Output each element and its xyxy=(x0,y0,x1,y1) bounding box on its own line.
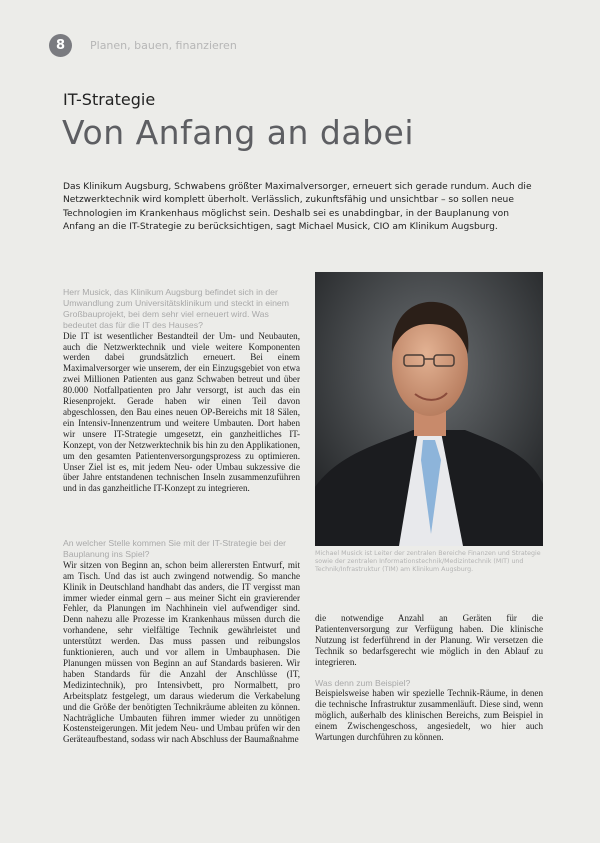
photo-caption: Michael Musick ist Leiter der zentralen Bereiche Finanzen und Strategie sowie der zentralen Informationstechnik/Medizintechnik (MIT) und Technik/Infrastruktur (TIM) am Klinikum Augsburg. xyxy=(315,550,541,574)
right-column xyxy=(315,613,543,743)
interview-answer: Beispielsweise haben wir spezielle Technik-Räume, in denen die technische Infrastruktur zusammenläuft. Diese sind, wenn möglich, außerhalb des klinischen Bereichs, zum Beispiel in einem Zwischengeschoss, angesiedelt, wo hier auch Wartungen durchführen zu können. xyxy=(315,688,543,743)
interview-question: An welcher Stelle kommen Sie mit der IT-Strategie bei der Bauplanung ins Spiel? xyxy=(63,538,287,559)
interview-question: Was denn zum Beispiel? xyxy=(315,677,411,688)
section-title: Planen, bauen, finanzieren xyxy=(90,39,237,52)
portrait-illustration xyxy=(315,272,543,546)
interview-question: Herr Musick, das Klinikum Augsburg befindet sich in der Umwandlung zum Universitätsklinikum und steckt in einem Großbauprojekt, bei dem sehr viel erneuert wird. Was bedeutet das für die IT des Hauses? xyxy=(63,287,289,330)
interview-answer: Die IT ist wesentlicher Bestandteil der Um- und Neubauten, auch die Netzwerktechnik und viele weitere Komponenten werden dabei grundsätzlich erneuert. Bei einem Maximalversorger wie unserem, der ein Einzugsgebiet von etwa zwei Millionen Patienten aus ganz Schwaben betreut und über 80.000 Notfallpatienten pro Jahr versorgt, ist auch das ein Riesenprojekt. Gerade haben wir einen Teil davon abgeschlossen, den Bau eines neuen OP-Bereichs mit 18 Sälen, ein Intensiv-Innenzentrum und weitere Umbauten. Dort haben wir unsere IT-Strategie umgesetzt, ein ganzheitliches IT-Konzept, von der Netzwerktechnik bis hin zu den Applikationen, um den gesamten Patientenversorgungsprozess zu optimieren. Unser Ziel ist es, mit jedem Neu- oder Umbau sukzessive die über Jahre entstandenen technischen Inseln zusammenzuführen und in das ganzheitliche IT-Konzept zu integrieren. xyxy=(63,330,300,494)
page-number: 8 xyxy=(55,38,66,53)
page-number-badge xyxy=(49,34,72,57)
article-kicker: IT-Strategie xyxy=(63,90,156,109)
article-headline: Von Anfang an dabei xyxy=(62,113,415,152)
article-lead: Das Klinikum Augsburg, Schwabens größter Maximalversorger, erneuert sich gerade rundum. Auch die Netzwerktechnik wird komplett überholt. Verlässlich, zukunftsfähig und unsichtbar – so sollen neue Technologien im Krankenhaus möglichst sein. Deshalb sei es unabdingbar, in der Bauplanung von Anfang an die IT-Strategie zu berücksichtigen, sagt Michael Musick, CIO am Klinikum Augsburg. xyxy=(63,182,532,232)
interview-answer: Wir sitzen von Beginn an, schon beim allerersten Entwurf, mit am Tisch. Und das ist auch zwingend notwendig. So manche Klinik in Deutschland handhabt das anders, die IT vergisst man immer wieder einmal gern – aus meiner Sicht ein gravierender Fehler, da Planungen im Nachhinein viel aufwendiger sind. Denn nahezu alle Prozesse im Krankenhaus müssen durch die vorhandene, sehr vielfältige Technik gewährleistet und unterstützt werden. Das muss passen und reibungslos funktionieren, auch und vor allem in Umbauphasen. Die Planungen müssen von Beginn an auf Standards basieren. Wir haben Standards für die Anzahl der Anschlüsse (IT, Medizintechnik), pro Intensivbett, pro Normalbett, pro Arbeitsplatz festgelegt, um daraus wiederum die Verkabelung und die Größe der benötigten Technikräume ableiten zu können. Nachträgliche Umbauten führen immer wieder zu unnötigen Kostensteigerungen. Mit jedem Neu- und Umbau prüfen wir den Geräteaufbestand, sodass wir nach Abschluss der Baumaßnahme xyxy=(63,559,300,745)
left-column-bottom xyxy=(63,538,300,745)
portrait-photo xyxy=(315,272,543,546)
left-column-top xyxy=(63,287,300,494)
interview-answer: die notwendige Anzahl an Geräten für die Patientenversorgung zur Verfügung haben. Die klinische Nutzung ist federführend in der Planung. Wir versetzen die Technik so bedarfsgerecht wie möglich in den Ablauf zu integrieren. xyxy=(315,613,543,667)
